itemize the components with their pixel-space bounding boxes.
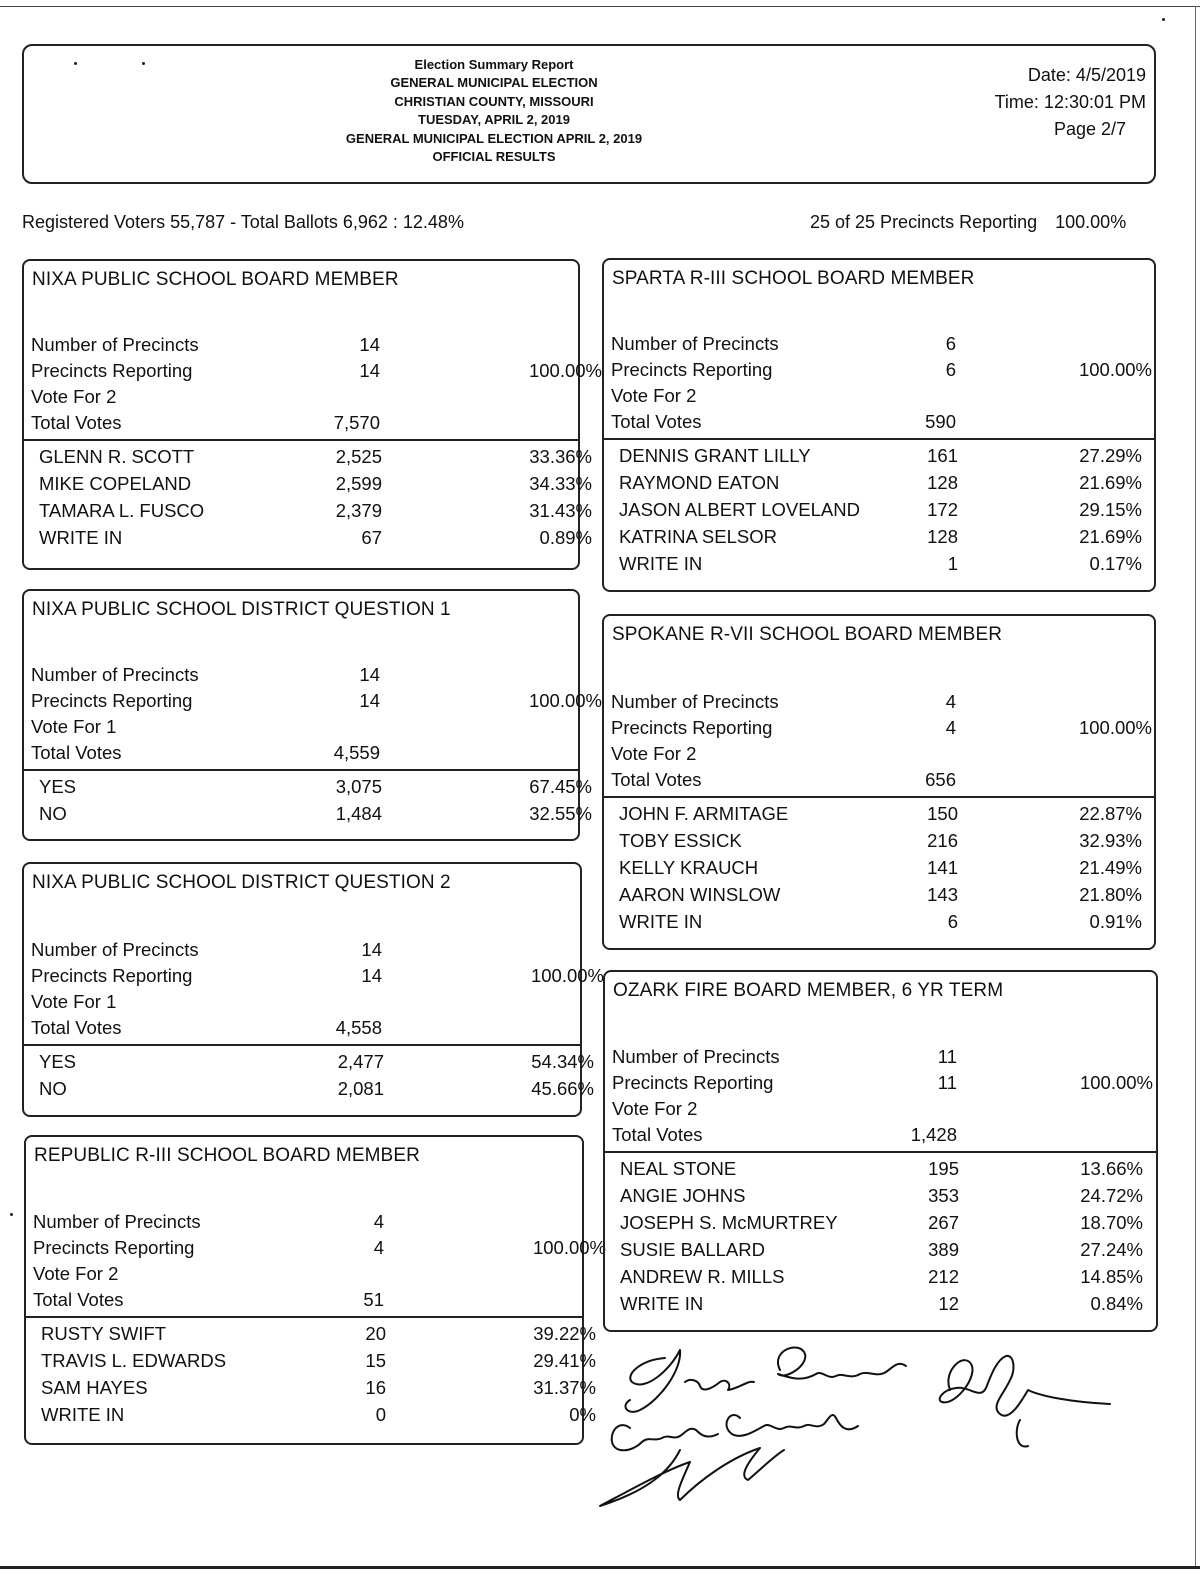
stat-label: Total Votes <box>33 1289 124 1310</box>
candidate-percent: 0.17% <box>1089 553 1142 574</box>
candidate-votes: 67 <box>361 527 382 548</box>
contest-box <box>24 1135 606 1445</box>
contest-title: NIXA PUBLIC SCHOOL DISTRICT QUESTION 1 <box>32 599 451 620</box>
candidate-row <box>605 1265 1156 1289</box>
stat-value: 14 <box>361 939 382 960</box>
candidate-percent: 21.80% <box>1079 884 1142 905</box>
candidate-percent: 24.72% <box>1080 1185 1143 1206</box>
stat-percent: 100.00% <box>530 965 604 986</box>
candidate-votes: 1,484 <box>335 803 382 824</box>
precincts-summary <box>810 212 1126 233</box>
stat-percent: 100.00% <box>1078 717 1152 738</box>
turnout-summary: Registered Voters 55,787 - Total Ballots 6,962 : 12.48% <box>22 212 464 232</box>
scan-speck <box>74 62 77 65</box>
stat-value: 1,428 <box>910 1124 957 1145</box>
election-full-name: GENERAL MUNICIPAL ELECTION APRIL 2, 2019 <box>345 130 643 146</box>
stat-label: Precincts Reporting <box>612 1072 774 1093</box>
contest-title: NIXA PUBLIC SCHOOL DISTRICT QUESTION 2 <box>32 872 451 893</box>
candidate-votes: 389 <box>928 1239 959 1260</box>
candidate-row <box>26 1376 596 1400</box>
candidate-percent: 34.33% <box>529 473 592 494</box>
contest-title: REPUBLIC R-III SCHOOL BOARD MEMBER <box>34 1145 420 1166</box>
stat-value: 4 <box>373 1211 384 1232</box>
candidate-votes: 195 <box>928 1158 959 1179</box>
total-votes-row <box>24 741 578 765</box>
scan-speck <box>142 62 145 65</box>
candidate-percent: 0.91% <box>1089 911 1142 932</box>
stat-value: 14 <box>359 690 380 711</box>
candidate-name: MIKE COPELAND <box>39 473 192 494</box>
stat-label: Precincts Reporting <box>31 690 193 711</box>
candidate-votes: 128 <box>927 472 958 493</box>
candidate-percent: 27.29% <box>1079 445 1142 466</box>
candidate-row <box>604 498 1154 522</box>
candidate-votes: 353 <box>928 1185 959 1206</box>
stat-label: Number of Precincts <box>31 664 199 685</box>
candidate-row <box>24 802 592 826</box>
candidate-name: NEAL STONE <box>620 1158 737 1179</box>
stat-label: Number of Precincts <box>31 939 199 960</box>
contest-box <box>22 862 604 1117</box>
candidate-percent: 0.89% <box>539 527 592 548</box>
candidate-row <box>24 1050 594 1074</box>
stat-label: Vote For 1 <box>31 716 117 737</box>
candidate-name: SUSIE BALLARD <box>620 1239 765 1260</box>
contest-title: NIXA PUBLIC SCHOOL BOARD MEMBER <box>32 269 399 290</box>
candidate-name: YES <box>39 1051 77 1072</box>
stat-percent: 100.00% <box>528 690 602 711</box>
election-name: GENERAL MUNICIPAL ELECTION <box>390 75 598 91</box>
stat-value: 656 <box>925 769 956 790</box>
stat-value: 590 <box>925 411 956 432</box>
candidate-votes: 128 <box>927 526 958 547</box>
contest-box <box>22 259 602 570</box>
stat-label: Precincts Reporting <box>31 360 193 381</box>
county-name: CHRISTIAN COUNTY, MISSOURI <box>394 93 594 109</box>
results-divider <box>605 1151 1156 1153</box>
stat-label: Vote For 2 <box>612 1098 698 1119</box>
candidate-votes: 2,477 <box>337 1051 384 1072</box>
stat-label: Number of Precincts <box>612 1046 780 1067</box>
vote-for-row <box>24 990 580 1014</box>
stat-value: 14 <box>359 360 380 381</box>
stat-value: 7,570 <box>333 412 380 433</box>
candidate-percent: 21.69% <box>1079 472 1142 493</box>
candidate-row <box>24 775 592 799</box>
candidate-percent: 33.36% <box>529 446 592 467</box>
total-votes-row <box>604 768 1154 792</box>
results-divider <box>26 1316 582 1318</box>
number-of-precincts-row <box>24 938 580 962</box>
candidate-percent: 13.66% <box>1080 1158 1143 1179</box>
candidate-votes: 212 <box>928 1266 959 1287</box>
candidate-name: KELLY KRAUCH <box>619 857 759 878</box>
candidate-votes: 12 <box>938 1293 959 1314</box>
vote-for-row <box>24 715 578 739</box>
candidate-name: GLENN R. SCOTT <box>39 446 195 467</box>
precincts-reporting-text: 25 of 25 Precincts Reporting <box>810 212 1038 232</box>
candidate-votes: 15 <box>365 1350 386 1371</box>
precincts-reporting-row <box>605 1071 1156 1095</box>
candidate-votes: 161 <box>927 445 958 466</box>
candidate-name: ANDREW R. MILLS <box>620 1266 785 1287</box>
contest-title: OZARK FIRE BOARD MEMBER, 6 YR TERM <box>613 980 1004 1001</box>
candidate-name: WRITE IN <box>41 1404 125 1425</box>
precincts-reporting-row <box>604 358 1154 382</box>
candidate-votes: 216 <box>927 830 958 851</box>
stat-label: Vote For 2 <box>31 386 117 407</box>
candidate-percent: 29.15% <box>1079 499 1142 520</box>
stat-value: 6 <box>945 333 956 354</box>
candidate-row <box>604 802 1154 826</box>
candidate-percent: 32.93% <box>1079 830 1142 851</box>
stat-value: 14 <box>359 334 380 355</box>
candidate-name: NO <box>39 803 67 824</box>
candidate-name: JOHN F. ARMITAGE <box>619 803 789 824</box>
stat-label: Total Votes <box>31 742 122 763</box>
candidate-row <box>604 471 1154 495</box>
candidate-row <box>24 445 592 469</box>
total-votes-row <box>24 1016 580 1040</box>
candidate-row <box>604 525 1154 549</box>
number-of-precincts-row <box>24 333 578 357</box>
candidate-row <box>605 1184 1156 1208</box>
page-edge-bottom <box>0 1566 1200 1569</box>
stat-label: Precincts Reporting <box>31 965 193 986</box>
candidate-row <box>605 1292 1156 1316</box>
candidate-row <box>604 444 1154 468</box>
candidate-name: SAM HAYES <box>41 1377 148 1398</box>
stat-label: Total Votes <box>31 1017 122 1038</box>
results-divider <box>24 1044 580 1046</box>
stat-value: 4,558 <box>335 1017 382 1038</box>
candidate-name: ANGIE JOHNS <box>620 1185 746 1206</box>
precincts-reporting-row <box>26 1236 606 1260</box>
candidate-name: RUSTY SWIFT <box>41 1323 167 1344</box>
candidate-name: KATRINA SELSOR <box>619 526 777 547</box>
report-title-block <box>274 56 714 166</box>
total-votes-row <box>24 411 578 435</box>
candidate-name: JOSEPH S. McMURTREY <box>620 1212 838 1233</box>
candidate-votes: 1 <box>947 553 958 574</box>
precincts-reporting-row <box>24 964 604 988</box>
contest-box <box>602 614 1156 950</box>
candidate-row <box>24 499 592 523</box>
results-divider <box>604 796 1154 798</box>
total-votes-row <box>604 410 1154 434</box>
stat-label: Total Votes <box>612 1124 703 1145</box>
stat-label: Number of Precincts <box>611 691 779 712</box>
vote-for-row <box>604 742 1154 766</box>
results-divider <box>24 439 578 441</box>
candidate-percent: 39.22% <box>533 1323 596 1344</box>
page-number: Page 2/7 <box>1053 119 1126 139</box>
page-edge-right <box>1195 6 1196 1568</box>
stat-label: Precincts Reporting <box>33 1237 195 1258</box>
candidate-votes: 150 <box>927 803 958 824</box>
candidate-percent: 0.84% <box>1090 1293 1143 1314</box>
stat-value: 4 <box>373 1237 384 1258</box>
candidate-percent: 14.85% <box>1080 1266 1143 1287</box>
official-signatures <box>570 1330 1130 1530</box>
candidate-row <box>604 829 1154 853</box>
number-of-precincts-row <box>26 1210 582 1234</box>
vote-for-row <box>26 1262 582 1286</box>
candidate-row <box>26 1403 596 1427</box>
report-date: Date: 4/5/2019 <box>1027 65 1146 85</box>
results-divider <box>24 769 578 771</box>
precincts-reporting-row <box>24 689 602 713</box>
candidate-percent: 0% <box>569 1404 596 1425</box>
candidate-votes: 143 <box>927 884 958 905</box>
stat-label: Total Votes <box>611 411 702 432</box>
page-edge-top <box>0 6 1200 7</box>
candidate-row <box>604 552 1154 576</box>
candidate-votes: 267 <box>928 1212 959 1233</box>
candidate-row <box>24 1077 594 1101</box>
stat-label: Number of Precincts <box>31 334 199 355</box>
candidate-row <box>26 1349 596 1373</box>
total-votes-row <box>605 1123 1156 1147</box>
candidate-percent: 21.69% <box>1079 526 1142 547</box>
election-date: TUESDAY, APRIL 2, 2019 <box>418 112 570 128</box>
stat-value: 14 <box>359 664 380 685</box>
candidate-name: NO <box>39 1078 67 1099</box>
candidate-name: WRITE IN <box>619 911 703 932</box>
candidate-votes: 172 <box>927 499 958 520</box>
candidate-votes: 6 <box>947 911 958 932</box>
scan-speck <box>1162 18 1165 21</box>
candidate-name: YES <box>39 776 77 797</box>
number-of-precincts-row <box>604 332 1154 356</box>
stat-label: Vote For 2 <box>611 743 697 764</box>
scan-speck <box>10 1213 13 1216</box>
results-status: OFFICIAL RESULTS <box>432 149 556 165</box>
number-of-precincts-row <box>604 690 1154 714</box>
candidate-name: RAYMOND EATON <box>619 472 780 493</box>
candidate-votes: 3,075 <box>335 776 382 797</box>
candidate-row <box>24 526 592 550</box>
stat-percent: 100.00% <box>528 360 602 381</box>
report-header <box>22 44 1156 184</box>
stat-label: Vote For 2 <box>611 385 697 406</box>
candidate-votes: 141 <box>927 857 958 878</box>
candidate-percent: 32.55% <box>529 803 592 824</box>
candidate-votes: 0 <box>375 1404 386 1425</box>
stat-percent: 100.00% <box>1078 359 1152 380</box>
candidate-name: WRITE IN <box>39 527 123 548</box>
contest-box <box>22 589 602 841</box>
candidate-row <box>605 1238 1156 1262</box>
stat-label: Total Votes <box>31 412 122 433</box>
contest-box <box>602 258 1156 592</box>
candidate-row <box>605 1157 1156 1181</box>
candidate-name: WRITE IN <box>620 1293 704 1314</box>
vote-for-row <box>24 385 578 409</box>
candidate-row <box>26 1322 596 1346</box>
candidate-percent: 21.49% <box>1079 857 1142 878</box>
report-title: Election Summary Report <box>414 57 574 72</box>
candidate-votes: 2,081 <box>337 1078 384 1099</box>
candidate-percent: 29.41% <box>533 1350 596 1371</box>
candidate-votes: 2,525 <box>335 446 382 467</box>
candidate-name: TRAVIS L. EDWARDS <box>41 1350 227 1371</box>
candidate-percent: 22.87% <box>1079 803 1142 824</box>
candidate-name: TOBY ESSICK <box>619 830 742 851</box>
precincts-reporting-row <box>24 359 602 383</box>
stat-label: Vote For 2 <box>33 1263 119 1284</box>
stat-value: 4,559 <box>333 742 380 763</box>
candidate-votes: 2,379 <box>335 500 382 521</box>
vote-for-row <box>605 1097 1156 1121</box>
stat-value: 11 <box>937 1072 957 1093</box>
report-meta <box>946 62 1146 143</box>
candidate-votes: 2,599 <box>335 473 382 494</box>
stat-value: 4 <box>945 691 956 712</box>
stat-value: 11 <box>937 1046 957 1067</box>
number-of-precincts-row <box>24 663 578 687</box>
candidate-row <box>605 1211 1156 1235</box>
stat-percent: 100.00% <box>1079 1072 1153 1093</box>
results-divider <box>604 438 1154 440</box>
candidate-percent: 18.70% <box>1080 1212 1143 1233</box>
candidate-name: DENNIS GRANT LILLY <box>619 445 811 466</box>
contest-title: SPARTA R-III SCHOOL BOARD MEMBER <box>612 268 975 289</box>
precincts-reporting-percent: 100.00% <box>1055 212 1127 232</box>
stat-label: Total Votes <box>611 769 702 790</box>
contest-title: SPOKANE R-VII SCHOOL BOARD MEMBER <box>612 624 1003 645</box>
candidate-votes: 16 <box>365 1377 386 1398</box>
candidate-percent: 27.24% <box>1080 1239 1143 1260</box>
stat-label: Vote For 1 <box>31 991 117 1012</box>
candidate-name: AARON WINSLOW <box>619 884 781 905</box>
candidate-name: TAMARA L. FUSCO <box>39 500 205 521</box>
stat-value: 4 <box>945 717 956 738</box>
candidate-row <box>24 472 592 496</box>
candidate-percent: 45.66% <box>531 1078 594 1099</box>
number-of-precincts-row <box>605 1045 1156 1069</box>
candidate-percent: 31.37% <box>533 1377 596 1398</box>
precincts-reporting-row <box>604 716 1154 740</box>
candidate-row <box>604 856 1154 880</box>
stat-value: 14 <box>361 965 382 986</box>
candidate-percent: 67.45% <box>529 776 592 797</box>
stat-label: Precincts Reporting <box>611 717 773 738</box>
report-time: Time: 12:30:01 PM <box>994 92 1146 112</box>
candidate-row <box>604 910 1154 934</box>
contest-box <box>603 970 1158 1332</box>
stat-value: 6 <box>945 359 956 380</box>
stat-label: Precincts Reporting <box>611 359 773 380</box>
candidate-name: WRITE IN <box>619 553 703 574</box>
total-votes-row <box>26 1288 582 1312</box>
candidate-row <box>604 883 1154 907</box>
vote-for-row <box>604 384 1154 408</box>
stat-value: 51 <box>363 1289 384 1310</box>
candidate-name: JASON ALBERT LOVELAND <box>619 499 860 520</box>
stat-percent: 100.00% <box>532 1237 606 1258</box>
stat-label: Number of Precincts <box>33 1211 201 1232</box>
candidate-votes: 20 <box>365 1323 386 1344</box>
candidate-percent: 31.43% <box>529 500 592 521</box>
stat-label: Number of Precincts <box>611 333 779 354</box>
candidate-percent: 54.34% <box>531 1051 594 1072</box>
